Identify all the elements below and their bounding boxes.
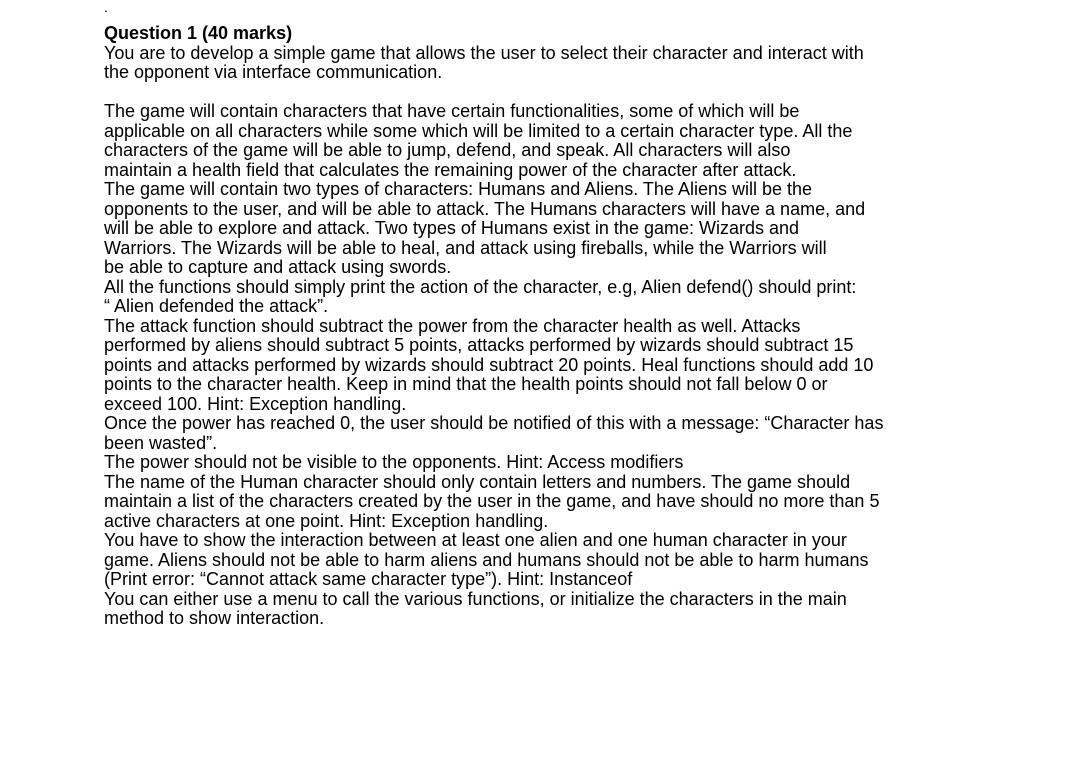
text-line: “ Alien defended the attack”. [104, 296, 329, 316]
text-line: the opponent via interface communication. [104, 62, 443, 82]
text-line: game. Aliens should not be able to harm aliens and humans should not be able to harm humans [104, 549, 869, 570]
text-line: performed by aliens should subtract 5 points, attacks performed by wizards should subtract 15 [104, 335, 854, 355]
intro-paragraph [104, 44, 984, 83]
text-line: The power should not be visible to the opponents. Hint: Access modifiers [104, 452, 684, 472]
text-line: characters of the game will be able to jump, defend, and speak. All characters will also [104, 140, 791, 160]
text-line: opponents to the user, and will be able to attack. The Humans characters will have a name, and [104, 198, 866, 219]
text-line: been wasted”. [104, 432, 218, 453]
text-line: Once the power has reached 0, the user should be notified of this with a message: “Character has [104, 413, 884, 433]
text-line: You are to develop a simple game that allows the user to select their character and interact with [104, 42, 864, 63]
text-line: The game will contain two types of characters: Humans and Aliens. The Aliens will be the [104, 179, 813, 199]
bullet-marker: . [104, 0, 108, 15]
text-line: You can either use a menu to call the various functions, or initialize the characters in the main [104, 588, 847, 609]
text-line: exceed 100. Hint: Exception handling. [104, 393, 407, 414]
text-line: The attack function should subtract the power from the character health as well. Attacks [104, 315, 801, 336]
text-line: maintain a list of the characters created by the user in the game, and have should no more than 5 [104, 491, 880, 511]
text-line: maintain a health field that calculates the remaining power of the character after attack. [104, 159, 797, 180]
text-line: points to the character health. Keep in mind that the health points should not fall below 0 or [104, 374, 828, 394]
text-line: active characters at one point. Hint: Exception handling. [104, 510, 549, 531]
text-line: will be able to explore and attack. Two types of Humans exist in the game: Wizards and [104, 218, 800, 238]
text-line: applicable on all characters while some which will be limited to a certain character type. All the [104, 120, 853, 141]
text-line: The name of the Human character should only contain letters and numbers. The game should [104, 471, 851, 492]
body-paragraph [104, 102, 984, 629]
question-content [104, 24, 984, 629]
paragraph-spacer [104, 83, 984, 103]
text-line: points and attacks performed by wizards should subtract 20 points. Heal functions should add 10 [104, 354, 874, 375]
text-line: method to show interaction. [104, 608, 325, 628]
text-line: be able to capture and attack using swords. [104, 257, 452, 277]
text-line: All the functions should simply print the action of the character, e.g, Alien defend() should print: [104, 276, 857, 297]
text-line: You have to show the interaction between at least one alien and one human character in your [104, 530, 847, 550]
text-line: The game will contain characters that have certain functionalities, some of which will be [104, 101, 800, 121]
text-line: Warriors. The Wizards will be able to heal, and attack using fireballs, while the Warriors will [104, 237, 827, 258]
question-heading: Question 1 (40 marks) [104, 23, 293, 43]
text-line: (Print error: “Cannot attack same character type”). Hint: Instanceof [104, 569, 633, 589]
